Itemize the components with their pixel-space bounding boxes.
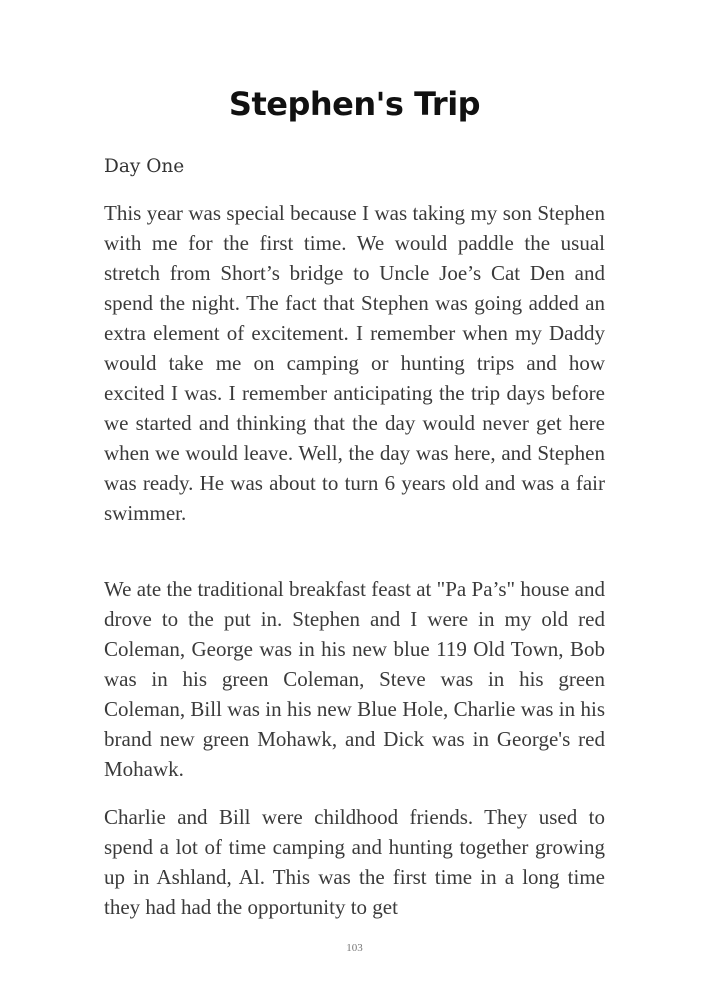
body-paragraph: Charlie and Bill were childhood friends. They used to spend a lot of time camping and hunting together growing up in Ashland, Al. This was the first time in a long time they had had the opportunity to get <box>104 805 605 919</box>
chapter-title: Stephen's Trip <box>228 85 481 123</box>
body-paragraph: This year was special because I was taking my son Stephen with me for the first time. We would paddle the usual stretch from Short’s bridge to Uncle Joe’s Cat Den and spend the night. The fact that Stephen was going added an extra element of excitement. I remember when my Daddy would take me on camping or hunting trips and how excited I was. I remember anticipating the trip days before we started and thinking that the day would never get here when we would leave. Well, the day was here, and Stephen was ready. He was about to turn 6 years old and was a fair swimmer. <box>104 201 605 525</box>
body-paragraph: We ate the traditional breakfast feast at "Pa Pa’s" house and drove to the put in. Stephen and I were in my old red Coleman, George was in his new blue 119 Old Town, Bob was in his green Coleman, Steve was in his green Coleman, Bill was in his new Blue Hole, Charlie was in his brand new green Mohawk, and Dick was in George's red Mohawk. <box>104 577 605 781</box>
page-number: 103 <box>346 942 363 954</box>
section-heading: Day One <box>104 156 185 177</box>
